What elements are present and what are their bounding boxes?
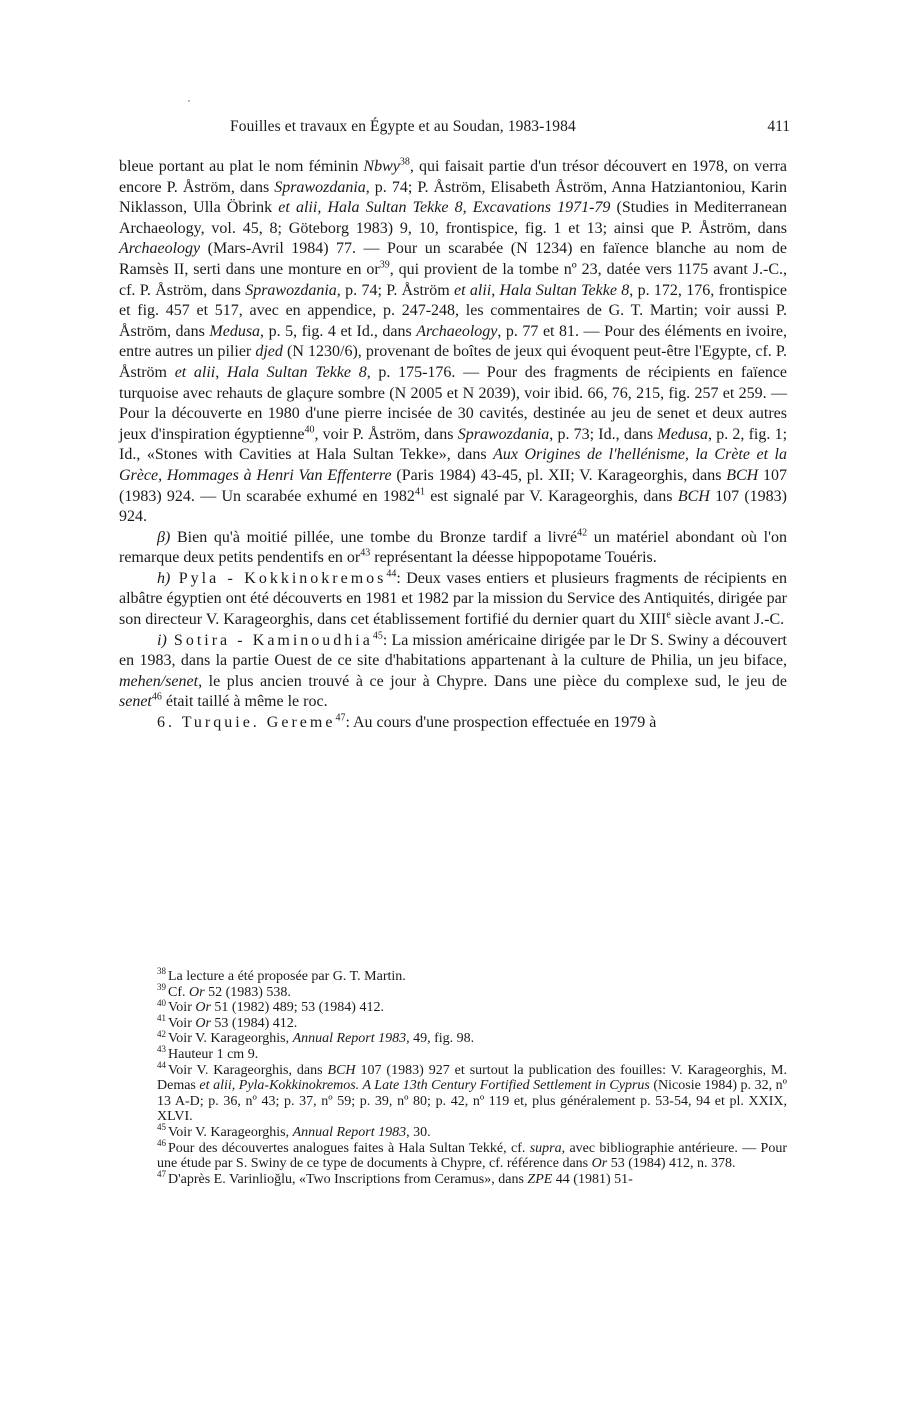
text-run: siècle avant J.-C. [670, 611, 785, 629]
footnote-ref-43[interactable]: 43 [360, 547, 371, 559]
italic-run: Medusa [657, 425, 709, 443]
italic-run: Sprawozdania [245, 281, 337, 299]
footnote-ref-41[interactable]: 41 [414, 486, 425, 498]
text-run: est signalé par V. Karageorghis, dans [424, 487, 678, 505]
italic-run: et alii, Hala Sultan Tekke 8, Excavations 1971-79 [278, 199, 611, 217]
footnote-text: Voir V. Karageorghis, dans [168, 1062, 328, 1078]
footnote-40 [119, 997, 787, 1016]
footnote-text: Voir [168, 1000, 196, 1016]
text-run: (Studies in Mediterranean Archaeology, vol. 45, 8; Göteborg 1983) 9, 10, frontispice, fig. 1 et 13; ainsi que P. Åström, dans [119, 199, 787, 237]
italic-run: Annual Report 1983 [292, 1031, 407, 1047]
footnote-text: 44 (1981) 51- [552, 1171, 633, 1187]
footnote-ref-42[interactable]: 42 [577, 527, 588, 539]
running-header [230, 118, 790, 140]
footnote-ref-44[interactable]: 44 [386, 568, 397, 580]
italic-run: Or [195, 1015, 211, 1031]
text-run: 107 (1983) 924. — Un scarabée exhumé en 1982 [119, 466, 788, 505]
footnote-text: , 30. [406, 1124, 431, 1140]
text-run: , p. 172, 176, frontispice et fig. 457 et 517, avec en appendice, p. 247-248, les commentaires de G. T. Martin; voir aussi P. Åström, dans [119, 281, 788, 340]
footnote-number: 40 [157, 997, 166, 1008]
site-heading: Pyla - Kokkinokremos [170, 569, 387, 587]
footnote-43 [119, 1044, 787, 1063]
footnote-text: , 49, fig. 98. [406, 1031, 475, 1047]
paragraph-turquie [119, 713, 787, 734]
footnote-number: 39 [157, 981, 166, 992]
footnote-text: 52 (1983) 538. [204, 984, 291, 1000]
footnote-number: 38 [157, 966, 166, 977]
italic-run: Archaeology [416, 322, 498, 340]
italic-run: BCH [726, 466, 759, 484]
italic-run: Or [591, 1156, 608, 1172]
section-marker: i) [157, 631, 167, 649]
section-marker: h) [157, 569, 171, 587]
italic-run: BCH [327, 1062, 356, 1078]
text-run: Bien qu'à moitié pillée, une tombe du Bronze tardif a livré [170, 528, 578, 546]
paragraph-sotira [119, 631, 787, 713]
footnote-47 [119, 1169, 787, 1188]
footnote-number: 47 [157, 1169, 166, 1180]
footnote-38 [119, 966, 787, 985]
text-run: , p. 5, fig. 4 et Id., dans [260, 322, 417, 340]
text-run: bleue portant au plat le nom féminin [119, 158, 364, 175]
text-run: , p. 2, fig. 1; Id., «Stones with Cavities at Hala Sultan Tekke», dans [119, 425, 788, 464]
paragraph-pyla [119, 569, 787, 631]
text-run: : Au cours d'une prospection effectuée en 1979 à [345, 714, 657, 732]
footnote-39 [119, 981, 787, 1001]
italic-run: Archaeology [119, 240, 201, 258]
footnote-46 [119, 1137, 787, 1172]
text-run: , p. 74; P. Åström [336, 281, 454, 299]
text-run: était taillé à même le roc. [161, 693, 328, 711]
text-run: , p. 77 et 81. — Pour des éléments en ivoire, entre autres un pilier [119, 322, 788, 361]
footnote-number: 42 [157, 1028, 166, 1039]
paragraph-beta [119, 528, 787, 569]
text-run: un matériel abondant où l'on remarque deux petits pendentifs en or [119, 528, 788, 567]
footnote-number: 43 [157, 1044, 166, 1055]
footnote-number: 44 [157, 1059, 166, 1070]
footnote-text: Pour des découvertes analogues faites à Hala Sultan Tekké, cf. [168, 1140, 530, 1156]
italic-run: et alii, Hala Sultan Tekke 8 [454, 281, 630, 299]
footnote-text: Cf. [168, 984, 189, 1000]
text-run: (Paris 1984) 43-45, pl. XII; V. Karageorghis, dans [391, 466, 727, 484]
footnote-text: 107 (1983) 927 et surtout la publication des fouilles: V. Karageorghis, M. Demas [157, 1062, 788, 1094]
footnote-ref-40[interactable]: 40 [304, 424, 315, 436]
footnote-text: (Nicosie 1984) p. 32, nº 13 A-D; p. 36, nº 43; p. 37, nº 59; p. 39, nº 80; p. 42, nº 119 et, plus généralement p. 53-54, 94 et pl. XXIX, XLVI. [157, 1078, 787, 1125]
footnotes [119, 966, 788, 1187]
text-run: , qui faisait partie d'un trésor découvert en 1978, on verra encore P. Åström, dans [119, 158, 787, 196]
site-heading: Sotira - Kaminoudhia [166, 631, 373, 649]
footnote-ref-46[interactable]: 46 [151, 692, 162, 704]
paragraph-scarab-continuation [119, 157, 787, 528]
footnote-ref-45[interactable]: 45 [372, 630, 383, 642]
superscript-e: e [666, 609, 671, 621]
scan-speck [188, 100, 190, 102]
footnote-ref-38[interactable]: 38 [399, 156, 410, 168]
text-run: représentant la déesse hippopotame Touéris. [370, 549, 657, 567]
footnote-text: Voir [168, 1015, 196, 1031]
footnote-42 [119, 1028, 787, 1047]
italic-run: Annual Report 1983 [292, 1124, 407, 1140]
footnote-number: 45 [157, 1122, 166, 1133]
text-run: , p. 175-176. — Pour des fragments de récipients en faïence turquoise avec rehauts de glaçure sombre (N 2005 et N 2039), voir ibid. 66, 76, 215, fig. 257 et 259. — Pour la découverte en 1980 d'une pierre incisée de 30 cavités, destinée au jeu de senet et deux autres jeux d'inspiration égyptienne [119, 363, 788, 443]
text-run: , le plus ancien trouvé à ce jour à Chypre. Dans une pièce du complexe sud, le jeu de [198, 672, 787, 690]
italic-run: senet [119, 693, 152, 711]
footnote-text: 53 (1984) 412, n. 378. [607, 1156, 736, 1172]
text-run: , voir P. Åström, dans [314, 425, 458, 443]
footnote-41 [119, 1013, 787, 1032]
italic-run: djed [255, 343, 283, 361]
footnote-text: Hauteur 1 cm 9. [168, 1046, 259, 1062]
footnote-text: Voir V. Karageorghis, [168, 1031, 293, 1047]
italic-run: Nbwy [363, 158, 400, 175]
text-run: , qui provient de la tombe nº 23, datée vers 1175 avant J.-C., cf. P. Åström, dans [119, 260, 788, 299]
footnote-number: 46 [157, 1137, 166, 1148]
section-marker: β) [157, 528, 171, 546]
italic-run: mehen/senet [119, 672, 199, 690]
italic-run: Aux Origines de l'hellénisme, la Crète et la Grèce, Hommages à Henri Van Effenterre [119, 446, 788, 484]
footnote-text: 51 (1982) 489; 53 (1984) 412. [210, 1000, 384, 1016]
text-run: , p. 73; Id., dans [549, 425, 658, 443]
text-run: , p. 74; P. Åström, Elisabeth Åström, Anna Hatziantoniou, Karin Niklasson, Ulla Öbrink [119, 178, 787, 217]
italic-run: Sprawozdania [457, 425, 550, 443]
footnote-44 [119, 1059, 788, 1125]
text-run: : La mission américaine dirigée par le Dr S. Swiny a découvert en 1983, dans la partie Ouest de ce site d'habitations appartenant à la culture de Philia, un jeu biface, [119, 631, 787, 670]
italic-run: Or [189, 984, 205, 1000]
text-run: : Deux vases entiers et plusieurs fragments de récipients en albâtre égyptien ont été découverts en 1981 et 1982 par la mission du Service des Antiquités, dirigée par son directeur V. Karageorghis, dans cet établissement fortifié du dernier quart du XIII [119, 569, 787, 629]
footnote-text: D'après E. Varinlioğlu, «Two Inscriptions from Ceramus», dans [168, 1171, 528, 1187]
italic-run: et alii, Pyla-Kokkinokremos. A Late 13th Century Fortified Settlement in Cyprus [199, 1078, 650, 1094]
footnote-45 [119, 1122, 787, 1141]
footnote-text: , avec bibliographie antérieure. — Pour une étude par S. Swiny de ce type de documents à Chypre, cf. référence dans [157, 1140, 787, 1172]
page-number: 411 [767, 118, 790, 135]
italic-run: Sprawozdania [274, 178, 366, 196]
italic-run: Or [195, 1000, 211, 1016]
italic-run: BCH [677, 487, 710, 505]
text-run: (Mars-Avril 1984) 77. — Pour un scarabée (N 1234) en faïence blanche au nom de Ramsès II, serti dans une monture en or [119, 240, 787, 278]
running-title: Fouilles et travaux en Égypte et au Soudan, 1983-1984 [230, 118, 576, 135]
section-heading: 6. Turquie. Gereme [157, 714, 336, 732]
italic-run: Medusa [209, 322, 261, 340]
footnote-text: 53 (1984) 412. [210, 1015, 298, 1031]
footnote-number: 41 [157, 1013, 166, 1024]
italic-run: supra [529, 1140, 562, 1156]
footnote-text: La lecture a été proposée par G. T. Martin. [168, 969, 406, 984]
footnote-ref-47[interactable]: 47 [335, 712, 346, 724]
footnote-ref-39[interactable]: 39 [379, 259, 390, 271]
main-text [119, 157, 787, 734]
text-run: (N 1230/6), provenant de boîtes de jeux qui évoquent peut-être l'Egypte, cf. P. Åström [119, 343, 787, 381]
italic-run: ZPE [527, 1171, 553, 1187]
text-run: 107 (1983) 924. [119, 487, 788, 526]
italic-run: et alii, Hala Sultan Tekke 8 [174, 363, 367, 381]
footnote-text: Voir V. Karageorghis, [168, 1124, 293, 1140]
